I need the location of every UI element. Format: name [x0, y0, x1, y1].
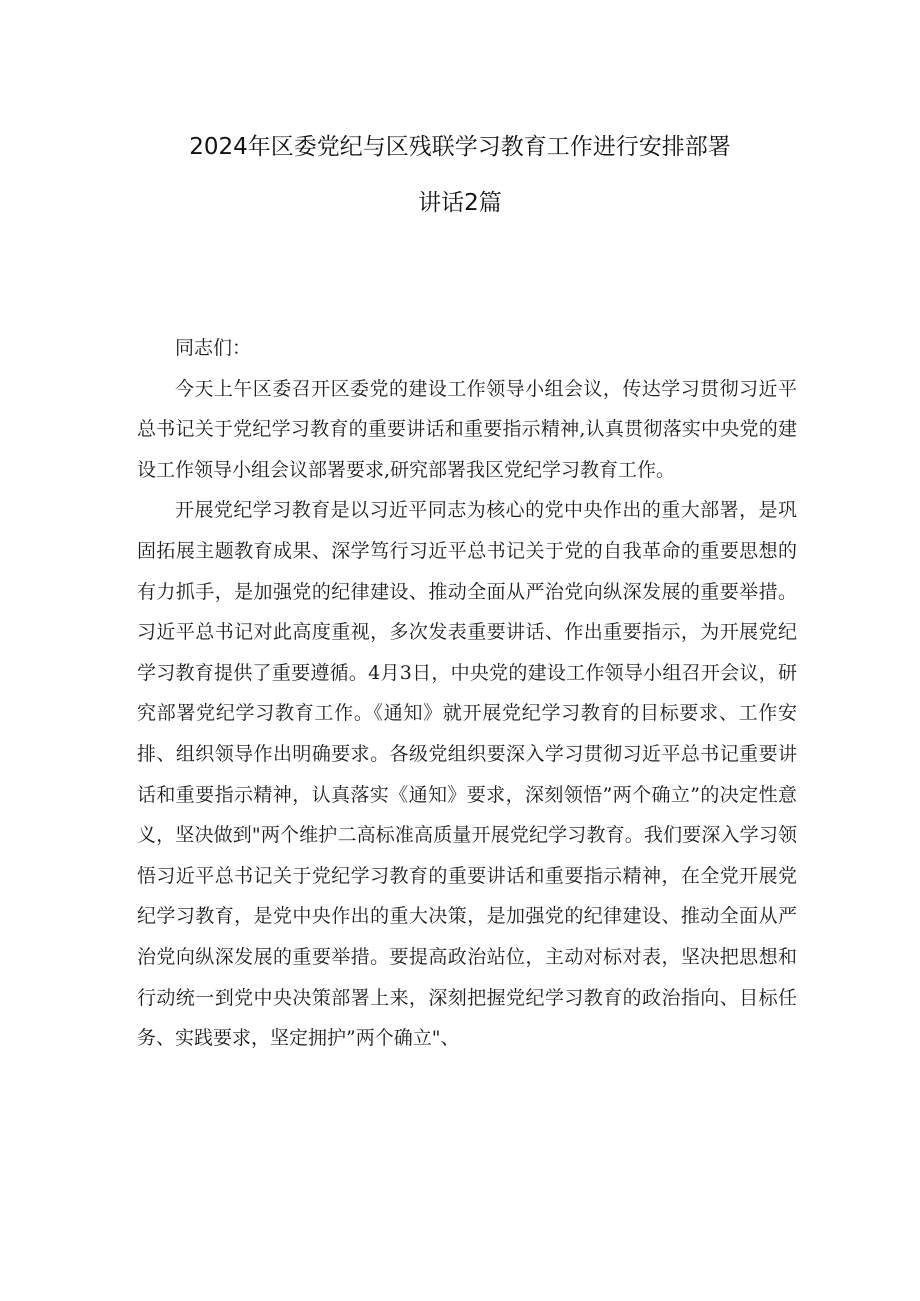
document-body — [137, 328, 797, 1059]
document-title-line2: 讲话2篇 — [418, 190, 502, 216]
document-title-line1: 2024年区委党纪与区残联学习教育工作进行安排部署 — [189, 134, 731, 160]
paragraph: 开展党纪学习教育是以习近平同志为核心的党中央作出的重大部署，是巩固拓展主题教育成果、深学笃行习近平总书记关于党的自我革命的重要思想的有力抓手，是加强党的纪律建设、推动全面从严治党向纵深发展的重要举措。习近平总书记对此高度重视，多次发表重要讲话、作出重要指示，为开展党纪学习教育提供了重要遵循。4月3日，中央党的建设工作领导小组召开会议，研究部署党纪学习教育工作。《通知》就开展党纪学习教育的目标要求、工作安排、组织领导作出明确要求。各级党组织要深入学习贯彻习近平总书记重要讲话和重要指示精神，认真落实《通知》要求，深刻领悟”两个确立”的决定性意义，坚决做到"两个维护二高标准高质量开展党纪学习教育。我们要深入学习领悟习近平总书记关于党纪学习教育的重要讲话和重要指示精神，在全党开展党纪学习教育，是党中央作出的重大决策，是加强党的纪律建设、推动全面从严治党向纵深发展的重要举措。要提高政治站位，主动对标对表，坚决把思想和行动统一到党中央决策部署上来，深刻把握党纪学习教育的政治指向、目标任务、实践要求，坚定拥护”两个确立"、 — [137, 499, 797, 1050]
salutation: 同志们： — [175, 337, 252, 359]
paragraph: 今天上午区委召开区委党的建设工作领导小组会议，传达学习贯彻习近平总书记关于党纪学习教育的重要讲话和重要指示精神,认真贯彻落实中央党的建设工作领导小组会议部署要求,研究部署我区党纪学习教育工作。 — [137, 377, 797, 481]
